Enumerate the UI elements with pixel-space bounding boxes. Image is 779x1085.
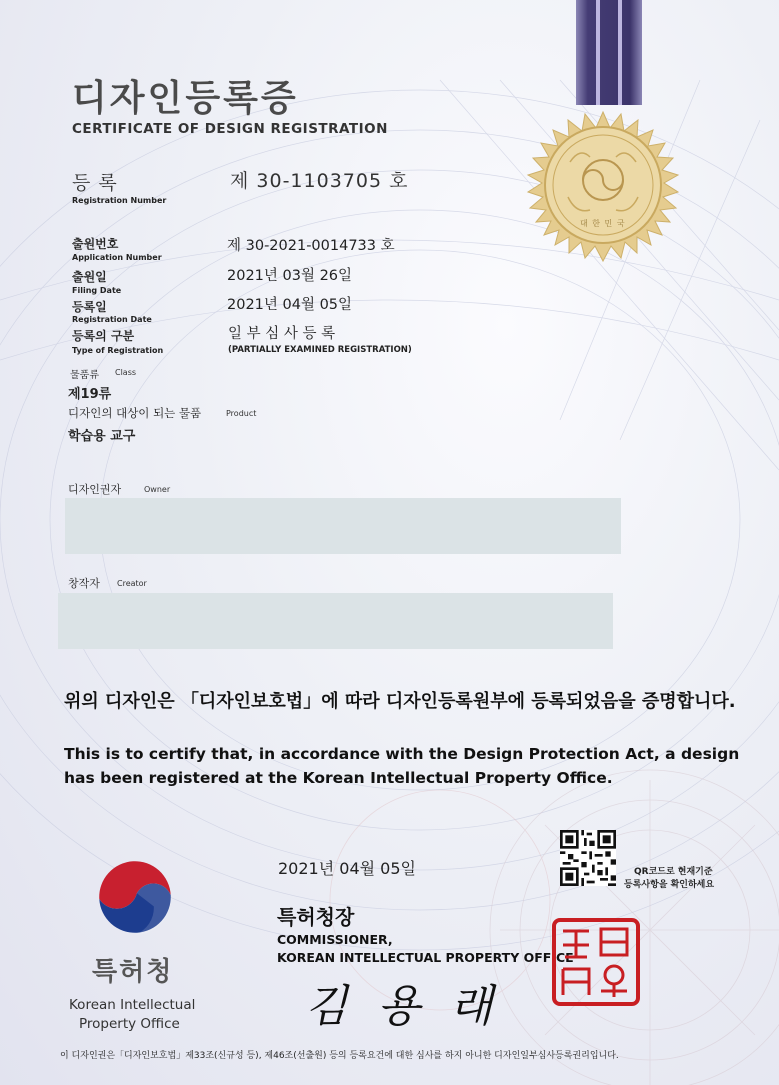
ribbon <box>576 0 642 105</box>
registration-label: 등 록 <box>72 172 118 194</box>
qr-note-line1: QR코드로 현재기준 <box>634 867 713 877</box>
statement-english: This is to certify that, in accordance with the Design Protection Act, a design has been registered at the Korean Intellectual Property Office. <box>64 745 740 787</box>
class-value: 제19류 <box>68 387 112 402</box>
owner-redacted-box <box>65 498 621 554</box>
gold-seal <box>510 92 696 278</box>
seal-text: 대 한 민 국 <box>580 219 626 228</box>
class-label: 물품류 <box>70 370 99 381</box>
qr-note-line2: 등록사항을 확인하세요 <box>624 880 715 890</box>
application-number: 제 30-2021-0014733 호 <box>227 238 395 254</box>
type-label: 등록의 구분 <box>72 329 135 343</box>
registration-date: 2021년 04월 05일 <box>227 297 353 313</box>
title-english: CERTIFICATE OF DESIGN REGISTRATION <box>72 121 388 137</box>
application-label: 출원번호 <box>72 237 119 251</box>
official-stamp <box>551 917 641 1007</box>
footer-note: 이 디자인권은「디자인보호법」제33조(신규성 등), 제46조(선출원) 등의 등록요건에 대한 심사를 하지 아니한 디자인일부심사등록권리입니다. <box>60 1051 619 1061</box>
product-label-en: Product <box>226 409 257 418</box>
class-label-en: Class <box>115 368 137 377</box>
commissioner-title-en-2: KOREAN INTELLECTUAL PROPERTY OFFICE <box>277 950 574 965</box>
kipo-name-ko: 특허청 <box>92 957 174 987</box>
owner-label-en: Owner <box>144 485 171 494</box>
filing-label-en: Filing Date <box>72 286 122 295</box>
commissioner-signature: 김 용 래 <box>305 981 501 1032</box>
owner-label: 디자인권자 <box>68 483 122 496</box>
registration-label-en: Registration Number <box>72 196 167 205</box>
statement-korean: 위의 디자인은 「디자인보호법」에 따라 디자인등록원부에 등록되었음을 증명합니다. <box>64 691 736 712</box>
kipo-logo-icon <box>88 850 182 944</box>
kipo-name-en-2: Property Office <box>79 1016 180 1032</box>
filing-date: 2021년 03월 26일 <box>227 268 353 284</box>
registration-date-label: 등록일 <box>72 300 107 314</box>
registration-date-label-en: Registration Date <box>72 315 152 324</box>
filing-label: 출원일 <box>72 270 107 284</box>
product-label: 디자인의 대상이 되는 물품 <box>68 406 202 420</box>
issue-date: 2021년 04월 05일 <box>278 859 416 878</box>
registration-number: 제 30-1103705 호 <box>230 170 409 192</box>
commissioner-title-ko: 특허청장 <box>277 905 355 929</box>
creator-label: 창작자 <box>68 577 100 590</box>
creator-redacted-box <box>58 593 613 649</box>
registration-type: 일 부 심 사 등 록 <box>228 326 336 342</box>
creator-label-en: Creator <box>117 579 147 588</box>
title-korean: 디자인등록증 <box>72 78 299 119</box>
commissioner-title-en-1: COMMISSIONER, <box>277 932 393 947</box>
product-value: 학습용 교구 <box>68 429 136 444</box>
application-label-en: Application Number <box>72 253 162 262</box>
qr-code-icon <box>560 830 616 886</box>
ribbon-stripe <box>618 0 622 105</box>
registration-type-en: (PARTIALLY EXAMINED REGISTRATION) <box>228 345 412 355</box>
type-label-en: Type of Registration <box>72 346 164 355</box>
ribbon-stripe <box>596 0 600 105</box>
kipo-name-en-1: Korean Intellectual <box>69 997 196 1013</box>
